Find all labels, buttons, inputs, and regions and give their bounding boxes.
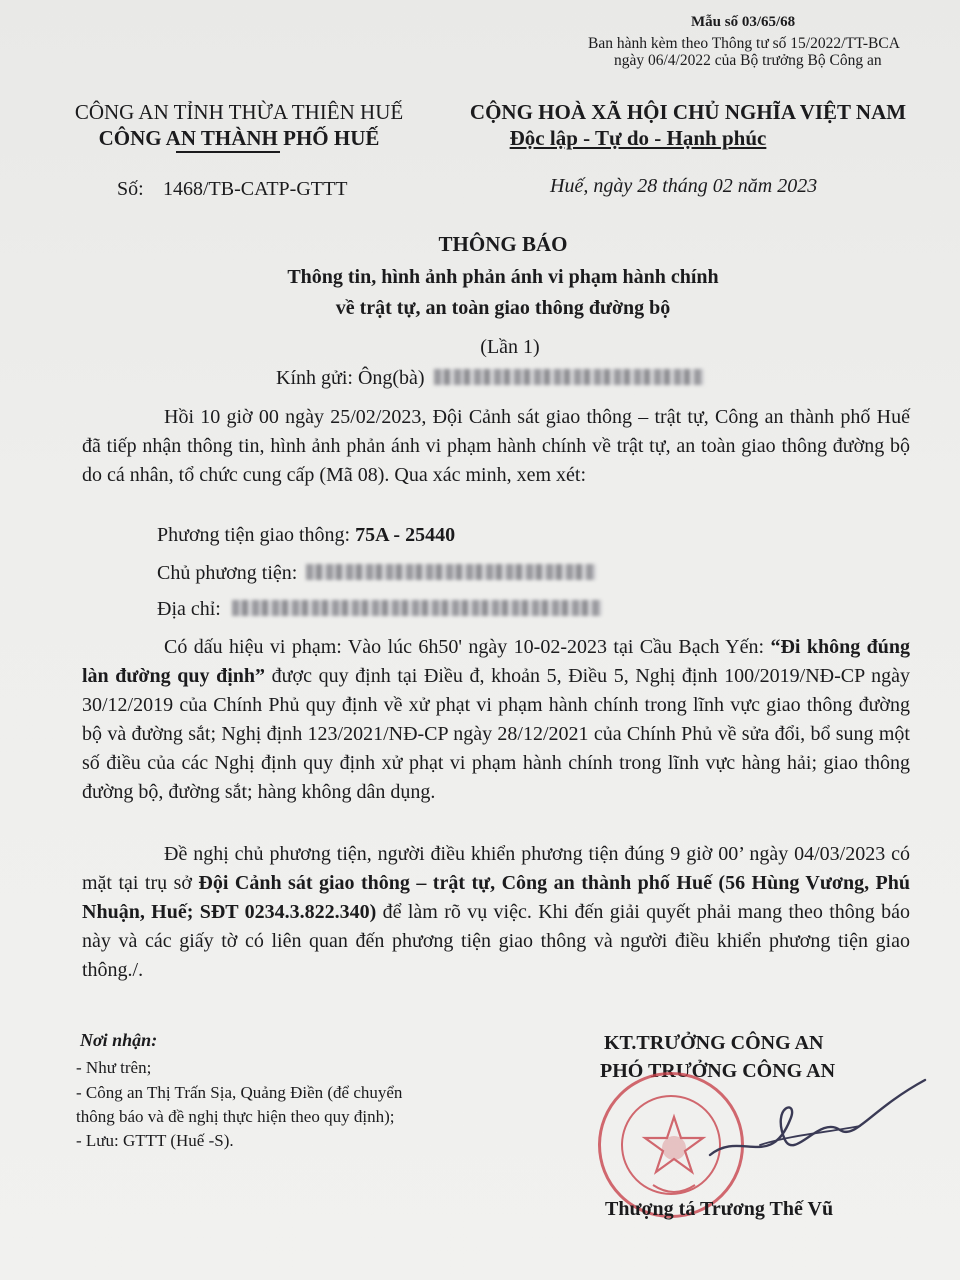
place-date: Huế, ngày 28 tháng 02 năm 2023 bbox=[550, 175, 818, 197]
doc-title: THÔNG BÁO bbox=[438, 232, 568, 256]
doc-subtitle-1: Thông tin, hình ảnh phản ánh vi phạm hành chính bbox=[287, 266, 719, 288]
issued-with: Ban hành kèm theo Thông tư số 15/2022/TT-BCA bbox=[588, 35, 900, 52]
request-paragraph bbox=[82, 840, 910, 985]
motto: Độc lập - Tự do - Hạnh phúc bbox=[509, 126, 767, 150]
signer-title-1: KT.TRƯỞNG CÔNG AN bbox=[604, 1032, 824, 1054]
handwritten-signature bbox=[700, 1060, 930, 1180]
violation-paragraph bbox=[82, 633, 910, 807]
form-number: Mẫu số 03/65/68 bbox=[691, 14, 796, 30]
issued-date: ngày 06/4/2022 của Bộ trưởng Bộ Công an bbox=[614, 52, 882, 69]
agency-name: CÔNG AN THÀNH PHỐ HUẾ bbox=[98, 126, 380, 150]
recipient-2a: - Công an Thị Trấn Sịa, Quảng Điền (để chuyển bbox=[76, 1083, 403, 1102]
recipient-1: - Như trên; bbox=[76, 1058, 152, 1077]
request-lead: Đề nghị chủ phương tiện, người điều khiển phương tiện đúng 9 giờ 00’ ngày 04/03/2023 có mặt tại trụ sở bbox=[82, 843, 910, 894]
violation-act: “Đi không đúng làn đường quy định” bbox=[82, 636, 910, 687]
signer-name: Thượng tá Trương Thế Vũ bbox=[605, 1198, 834, 1220]
doc-subtitle-2: về trật tự, an toàn giao thông đường bộ bbox=[335, 297, 671, 319]
request-place: Đội Cảnh sát giao thông – trật tự, Công an thành phố Huế (56 Hùng Vương, Phú Nhuận, Huế; SĐT 0234.3.822.340) bbox=[82, 872, 911, 923]
address-label: Địa chỉ: bbox=[157, 598, 221, 620]
nation-name: CỘNG HOÀ XÃ HỘI CHỦ NGHĨA VIỆT NAM bbox=[469, 100, 907, 124]
owner-line bbox=[157, 562, 596, 585]
doc-number-label: Số: bbox=[117, 178, 144, 200]
intro-paragraph: Hồi 10 giờ 00 ngày 25/02/2023, Đội Cảnh sát giao thông – trật tự, Công an thành phố Huế đã tiếp nhận thông tin, hình ảnh phản ánh vi phạm hành chính về trật tự, an toàn giao thông đường bộ do cá nhân, tổ chức cung cấp (Mã 08). Qua xác minh, xem xét: bbox=[82, 406, 910, 486]
violation-rest: được quy định tại Điều đ, khoản 5, Điều 5, Nghị định 100/2019/NĐ-CP ngày 30/12/2019 của Chính Phủ quy định về xử phạt vi phạm hành chính trong lĩnh vực giao thông đường bộ và đường sắt; Nghị định 123/2021/NĐ-CP ngày 28/12/2021 của Chính Phủ về sửa đổi, bổ sung một số điều của các Nghị định quy định xử phạt vi phạm hành chính trong lĩnh vực hàng hải; giao thông đường bộ, đường sắt; hàng không dân dụng. bbox=[82, 665, 910, 803]
recipient-3: - Lưu: GTTT (Huế -S). bbox=[76, 1131, 234, 1150]
vehicle-label: Phương tiện giao thông: bbox=[157, 524, 351, 546]
redacted-name bbox=[434, 369, 704, 385]
agency-underline bbox=[176, 151, 280, 153]
vehicle-plate: 75A - 25440 bbox=[355, 524, 456, 546]
address-line bbox=[157, 598, 602, 621]
recipients-label: Nơi nhận: bbox=[80, 1030, 158, 1050]
redacted-owner bbox=[306, 564, 596, 580]
redacted-address bbox=[232, 600, 602, 616]
vehicle-line bbox=[157, 524, 455, 547]
addressee-label: Kính gửi: Ông(bà) bbox=[276, 367, 425, 389]
recipient-2b: thông báo và đề nghị thực hiện theo quy định); bbox=[76, 1107, 395, 1126]
violation-lead: Có dấu hiệu vi phạm: Vào lúc 6h50' ngày 10-02-2023 tại Cầu Bạch Yến: bbox=[164, 636, 765, 658]
doc-number: 1468/TB-CATP-GTTT bbox=[163, 178, 348, 200]
agency-parent: CÔNG AN TỈNH THỪA THIÊN HUẾ bbox=[74, 100, 404, 124]
addressee bbox=[276, 367, 704, 390]
owner-label: Chủ phương tiện: bbox=[157, 562, 298, 584]
signer-title-2: PHÓ TRƯỞNG CÔNG AN bbox=[600, 1060, 836, 1082]
request-rest: để làm rõ vụ việc. Khi đến giải quyết phải mang theo thông báo này và các giấy tờ có liên quan đến phương tiện giao thông và người điều khiển phương tiện giao thông./. bbox=[82, 901, 911, 981]
times-label: (Lần 1) bbox=[480, 336, 540, 358]
